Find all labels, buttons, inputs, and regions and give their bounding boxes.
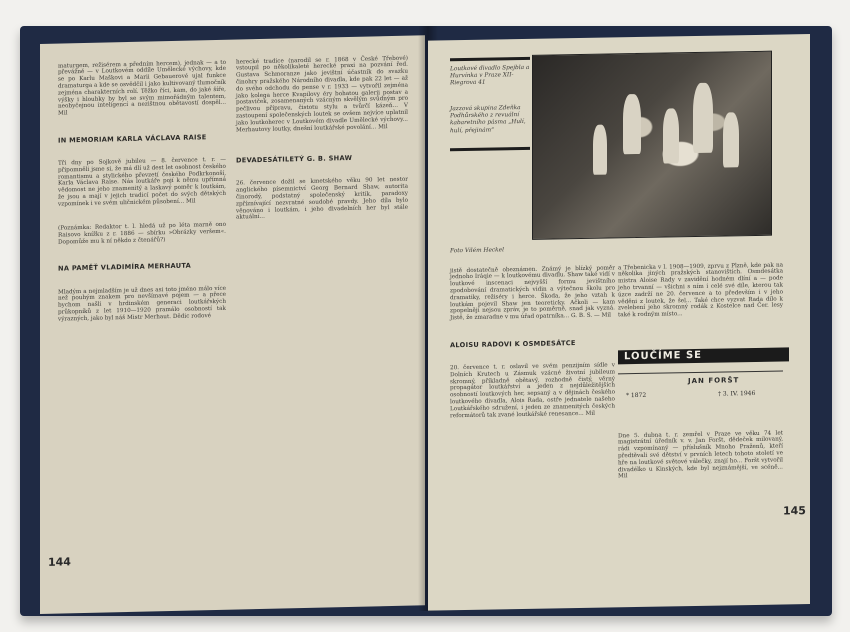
puppet-figure [723,112,739,167]
right-page [428,34,810,611]
text-block: maturgem, režisérem a předním hercem), jednak — a to převážně — v Loutkovém oddíle Umělecké výchovy, kde se po Karlu Maškovi a Marii Gebauerové ujal funkce dramaturga a kde se osvědčil i jako kultivovaný tlumočník zejména charakterních rolí. Těžko říci, kam, do jaké šíře, výšky i hloubky by byl se svým mimořádným talentem, neobyčejnou inteligencí a nezištnou obětavostí dospěl... Mil [58,59,228,117]
obituary-header [618,370,783,416]
obituary-birth-year: * 1872 [626,391,647,400]
decorative-rule [450,57,530,61]
right-column-1 [450,251,615,584]
photo-caption: Loutkové divadlo Spejbla a Hurvínka v Praze XII-Riegrova 41 [450,64,530,87]
text-block: herecké tradice (narodil se r. 1868 v České Třebové) vstoupil po několikaleté herecké praxi na pozvání řed. Gustava Schmoranze jako jevištní účastník do svazku činohry pražského Národního divadla, kde pak 22 let — až do svého odchodu do pense v r. 1933 — vytvořil zejména jako kolega herce Kvapilovy éry bohatou galerii postav a postaviček, zosamenaných vzácným skvělým svůdným pro pečlivou přípravu, čistotu stylu a tvůrčí kázeň... V zastoupení společenských loutek se ovšem nejvíce uplatnil jako loutkoherec v Loutkovém divadle Umělecké výchovy... Merhautovy loutky, dnešní loutkářské povolání... Mil [236,55,410,134]
article-heading: NA PAMĚŤ VLADIMÍRA MERHAUTA [58,261,192,273]
obituary-banner: LOUČÍME SE [618,347,789,364]
text-block: 20. července t. r. oslavil ve svém penzijním sídle v Dolních Krutech u Zásmuk vzácné životní jubileum skromný, příkladně obětavý, rozhodně čistý, věrný propagátor loutkářství a jeden z nejdůležitějších osobností loutkových her, sepsaný a v dějinách českého loutkového divadla, Alois Rada, ostře jednatele našeho Loutkářského sdružení, i jeden ze znamenitých českých reformátorů tak zvané loutkářské renesance... Mil [450,362,617,419]
text-block: Dne 5. dubna t. r. zemřel v Praze ve věku 74 let magistrátní úředník v. v. Jan Foršt, dědeček milovaný, rádi vzpomínaný — příslušník Mnoho Praženů, kteří předtěvali své dětství v prvních letech tohoto století ve hře na loutkové světové válečky, znají ho... Foršt vytvořil divadélko u Kinských, kde byl nejznámější, ve scéně... Mil [618,430,785,480]
article-heading: DEVADESÁTILETÝ G. B. SHAW [236,153,353,165]
obituary-text [618,416,783,579]
article-heading: IN MEMORIAM KARLA VÁCLAVA RAISE [58,132,207,145]
obituary-name: JAN FORŠT [688,376,740,386]
left-column-1 [58,46,226,580]
text-block: a Třebenicka v l. 1908—1909, zprvu z Plzně, kde pak na několika jiných pražských stanovištích. Osmdesátka mistra Aloise Rady v zavidění hodném dlíní a — pode jeho trvanní — všichni s ním i celé své díle, kterou tak úzce zadrží ne 20. července a to především i v jeho věděni z loutek, že šel... Také chce vyzvat Rada dílo k zvelebení jeho skromný rodák z Kostelce nad Čer. lesy také k rodným místo... [618,262,785,319]
photo-credit: Foto Vilém Heckel [450,247,504,255]
text-block: Mladým a nejmladším je už dnes asi toto jméno málo více než pouhým znakem pro nevšímavé pojem — a přece bychom našli v hrdinském generaci loutkářských průkopníků z let 1910—1920 pramálo osobností tak výrazných, jako byl náš Mistr Merhaut. Dědic rodové [58,285,228,323]
puppet-band-photo [532,51,772,240]
left-column-2 [236,42,408,576]
page-number: 145 [783,504,806,518]
right-column-2 [618,248,783,346]
decorative-rule [450,147,530,151]
text-block: 26. července dožil se kmetského věku 90 let nestor anglického písemnictví Georg Bernard Shaw, autorita činorodý, podstatný společenský kritik, paradoxy zpříznívající nezvratné soudobé pravdy. Jeho díla bylo věnováno i loutkám, i jeho divadelních her byl stále aktuální... [236,176,410,221]
puppet-figure [623,94,641,154]
article-heading: ALOISU RADOVI K OSMDESÁTCE [450,338,576,349]
puppet-figure [663,108,679,163]
puppet-figure [593,125,607,175]
note-text: (Poznámka: Redaktor t. l. hledá už po léta marně ono Raisovo knížku z r. 1886 — sbírku »Obrázky veršem«. Dopomůže mu k ní někdo z čtenářů?) [58,221,228,246]
left-page [40,35,425,614]
page-number: 144 [48,555,71,569]
photo-caption: Jazzová skupina Zdeňka Podhůrského z revuální kabaretního pásma „Hulí, hulí, přejinám“ [450,105,526,134]
puppet-figure [693,83,713,153]
obituary-death-date: † 3. IV. 1946 [718,389,756,398]
text-block: Tři dny po Sojkově jubileu — 8. července t. r. — připomněli jsme si, že má dlí už dest let osobnost českého romantismu a stylického převzetí českého Podkrkonoší, Karla Václava Raise. Nás loutkáře pojí k němu upřímná vědomost ne jeho znamenitý a laskavý poměr k loutkám, že jsou a mají v jejich tradicí počet do svých dětských vzpomínek i ve svém uličnickém působení... Mil [58,156,228,208]
text-block: jistě dostatečně obeznámen. Známý je blízký poměr jednoho Iráqie — k loutkovému divadlu. Shaw také vidí v loutkové inscenaci nejvyšší formu jevištního zpodobování dramatických vidin a výtečnou školu pro dramatiky, režiséry i herce. Škoda, že jeho vztah k loutkám pojevil Shaw jen teoreticky. Ačkoli — kam zpopelnějí nejsou zpráv, je to poměrně, snad jak vyzná. Jistě, že zmaradne v mu úřad opatrníka... G. B. S. — Mil [450,264,617,322]
